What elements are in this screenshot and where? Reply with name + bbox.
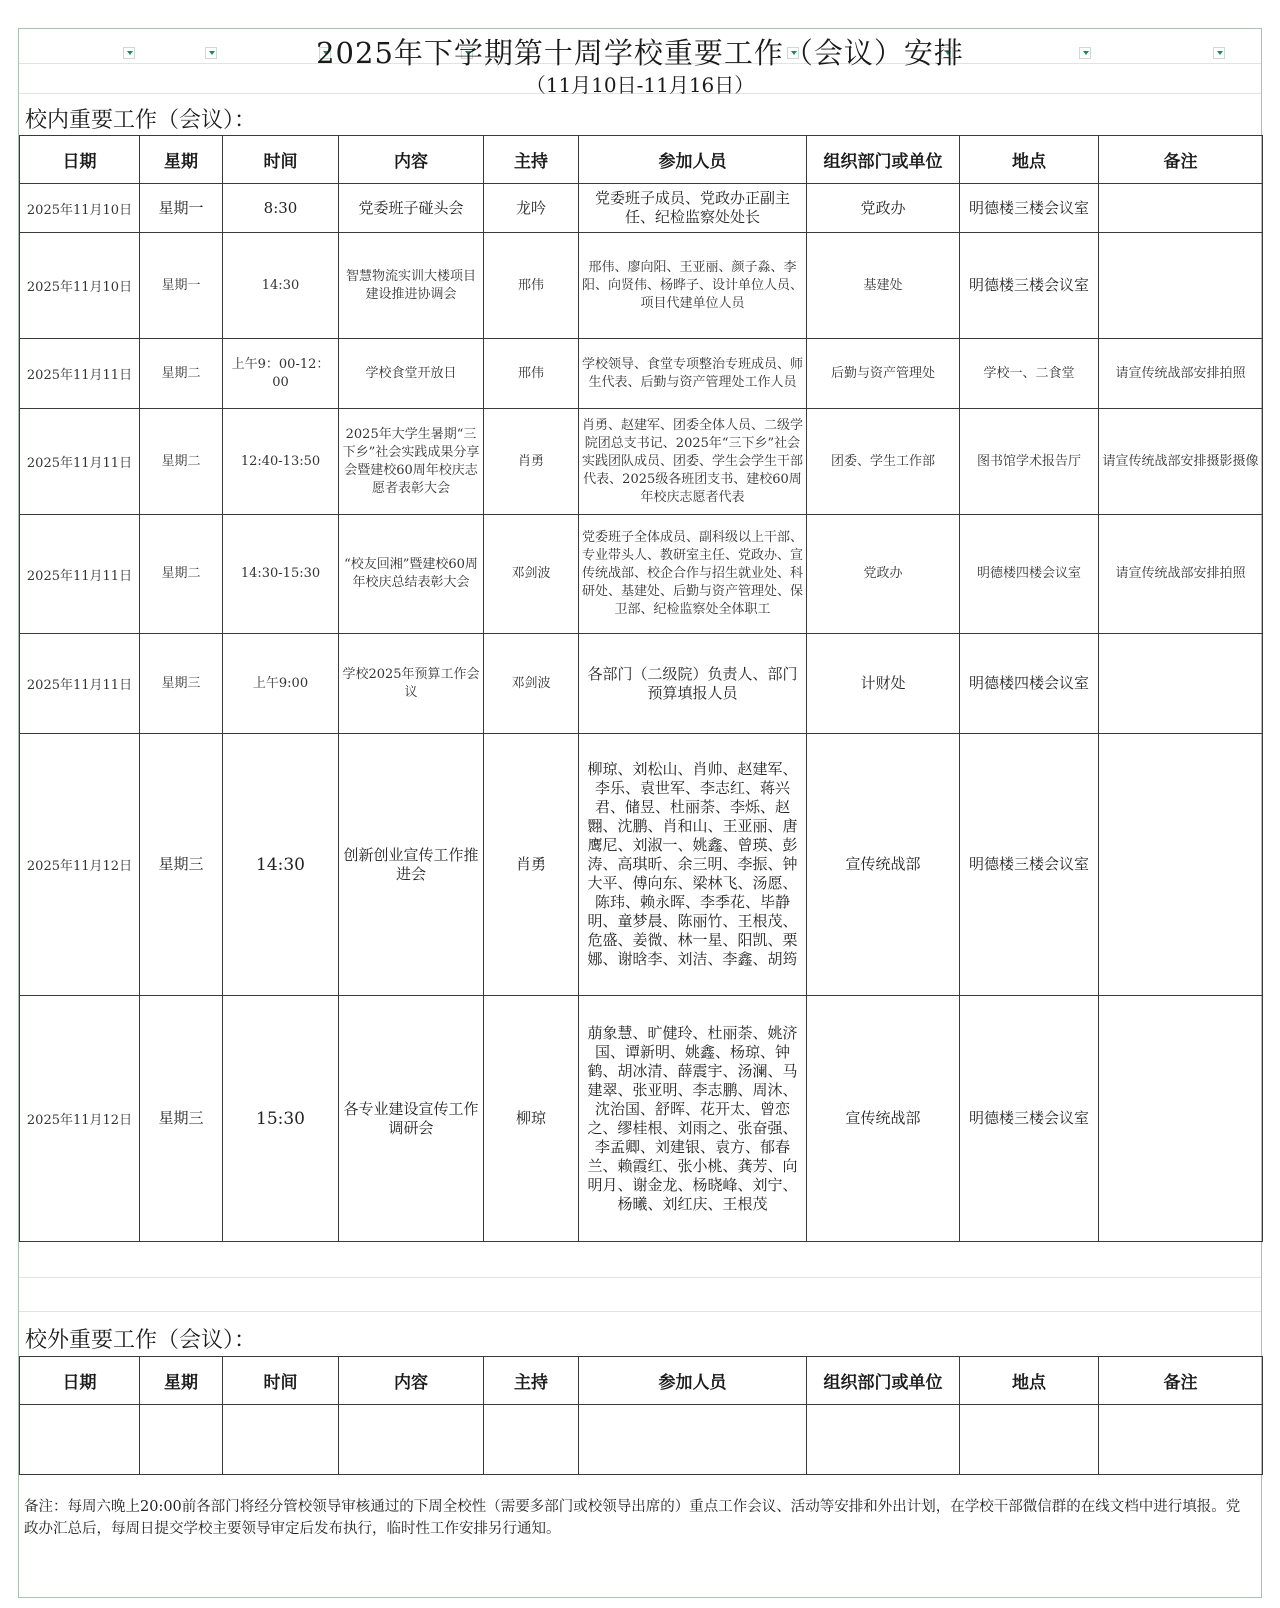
organizer-cell[interactable]: 计财处	[807, 634, 960, 734]
remark-cell[interactable]: 请宣传统战部安排拍照	[1099, 339, 1263, 409]
table-row	[20, 634, 1263, 734]
weekday-cell[interactable]: 星期三	[140, 634, 223, 734]
table-row	[20, 996, 1263, 1242]
organizer-cell[interactable]: 团委、学生工作部	[807, 409, 960, 515]
location-cell[interactable]: 明德楼三楼会议室	[960, 996, 1099, 1242]
attendees-cell[interactable]: 党委班子全体成员、副科级以上干部、专业带头人、教研室主任、党政办、宣传统战部、校企合作与招生就业处、科研处、基建处、后勤与资产管理处、保卫部、纪检监察处全体职工	[579, 515, 807, 634]
empty-cell[interactable]	[484, 1405, 579, 1475]
date-cell[interactable]: 2025年11月11日	[20, 339, 140, 409]
header-weekday[interactable]: 星期	[140, 136, 223, 184]
header-attendees[interactable]: 参加人员	[579, 136, 807, 184]
organizer-cell[interactable]: 宣传统战部	[807, 734, 960, 996]
time-cell[interactable]: 14:30	[223, 734, 339, 996]
weekday-cell[interactable]: 星期二	[140, 409, 223, 515]
content-cell[interactable]: 2025年大学生暑期“三下乡”社会实践成果分享会暨建校60周年校庆志愿者表彰大会	[339, 409, 484, 515]
weekday-cell[interactable]: 星期一	[140, 233, 223, 339]
table-row	[20, 734, 1263, 996]
table-row	[20, 515, 1263, 634]
page-title: 2025年下学期第十周学校重要工作（会议）安排	[316, 36, 964, 70]
external-section-label: 校外重要工作（会议）：	[25, 1328, 257, 1353]
attendees-cell[interactable]: 邢伟、廖向阳、王亚丽、颜子淼、李阳、向贤伟、杨晔子、设计单位人员、项目代建单位人员	[579, 233, 807, 339]
time-cell[interactable]: 上午9:00	[223, 634, 339, 734]
content-cell[interactable]: 党委班子碰头会	[339, 184, 484, 233]
location-cell[interactable]: 明德楼三楼会议室	[960, 233, 1099, 339]
header-attendees[interactable]: 参加人员	[579, 1357, 807, 1405]
content-cell[interactable]: 学校食堂开放日	[339, 339, 484, 409]
attendees-cell[interactable]: 萠象慧、旷健玲、杜丽荼、姚济国、谭新明、姚鑫、杨琼、钟鹤、胡冰清、薛震宇、汤澜、马建翠、张亚明、李志鹏、周沐、沈治国、舒晖、花开太、曾恋之、缪桂根、刘雨之、张奋强、李孟卿、刘建银、袁方、郁春兰、赖霞红、张小桃、龚芳、向明月、谢金龙、杨晓峰、刘宁、杨曦、刘红庆、王根茂	[579, 996, 807, 1242]
header-location[interactable]: 地点	[960, 136, 1099, 184]
spreadsheet-sheet[interactable]	[18, 28, 1262, 1598]
empty-cell[interactable]	[140, 1405, 223, 1475]
header-remark[interactable]: 备注	[1099, 136, 1263, 184]
date-cell[interactable]: 2025年11月11日	[20, 515, 140, 634]
header-time[interactable]: 时间	[223, 136, 339, 184]
time-cell[interactable]: 14:30-15:30	[223, 515, 339, 634]
time-cell[interactable]: 14:30	[223, 233, 339, 339]
remark-cell[interactable]: 请宣传统战部安排摄影摄像	[1099, 409, 1263, 515]
remark-cell[interactable]: 请宣传统战部安排拍照	[1099, 515, 1263, 634]
date-cell[interactable]: 2025年11月12日	[20, 996, 140, 1242]
time-cell[interactable]: 上午9：00-12：00	[223, 339, 339, 409]
empty-cell[interactable]	[960, 1405, 1099, 1475]
weekday-cell[interactable]: 星期一	[140, 184, 223, 233]
date-cell[interactable]: 2025年11月11日	[20, 409, 140, 515]
attendees-cell[interactable]: 柳琼、刘松山、肖帅、赵建军、李乐、袁世军、李志红、蒋兴君、储昱、杜丽荼、李烁、赵翾、沈鹏、肖和山、王亚丽、唐鹰尼、刘淑一、姚鑫、曾瑛、彭涛、高琪昕、余三明、李振、钟大平、傅向东、梁林飞、汤愿、陈玮、赖永晖、李季花、毕静明、童梦晨、陈丽竹、王根茂、危盛、姜微、林一星、阳凯、栗娜、谢晗李、刘洁、李鑫、胡筠	[579, 734, 807, 996]
external-schedule-table	[19, 1356, 1263, 1475]
host-cell[interactable]: 邓剑波	[484, 634, 579, 734]
header-time[interactable]: 时间	[223, 1357, 339, 1405]
date-cell[interactable]: 2025年11月10日	[20, 184, 140, 233]
time-cell[interactable]: 8:30	[223, 184, 339, 233]
gridline	[19, 1277, 1261, 1278]
empty-cell[interactable]	[223, 1405, 339, 1475]
content-cell[interactable]: 创新创业宣传工作推进会	[339, 734, 484, 996]
header-content[interactable]: 内容	[339, 1357, 484, 1405]
host-cell[interactable]: 邢伟	[484, 339, 579, 409]
table-row	[20, 1405, 1263, 1475]
location-cell[interactable]: 明德楼四楼会议室	[960, 634, 1099, 734]
table-header-row	[20, 136, 1263, 184]
location-cell[interactable]: 明德楼三楼会议室	[960, 734, 1099, 996]
table-header-row	[20, 1357, 1263, 1405]
header-host[interactable]: 主持	[484, 136, 579, 184]
header-date[interactable]: 日期	[20, 1357, 140, 1405]
date-range-subtitle: （11月10日-11月16日）	[525, 73, 755, 97]
organizer-cell[interactable]: 党政办	[807, 515, 960, 634]
location-cell[interactable]: 明德楼四楼会议室	[960, 515, 1099, 634]
remark-cell[interactable]	[1099, 996, 1263, 1242]
footnote: 备注：每周六晚上20:00前各部门将经分管校领导审核通过的下周全校性（需要多部门或校领导出席的）重点工作会议、活动等安排和外出计划，在学校干部微信群的在线文档中进行填报。党政办汇总后，每周日提交学校主要领导审定后发布执行，临时性工作安排另行通知。	[24, 1499, 1241, 1537]
table-row	[20, 339, 1263, 409]
location-cell[interactable]: 图书馆学术报告厅	[960, 409, 1099, 515]
location-cell[interactable]: 明德楼三楼会议室	[960, 184, 1099, 233]
remark-cell[interactable]	[1099, 734, 1263, 996]
header-remark[interactable]: 备注	[1099, 1357, 1263, 1405]
weekday-cell[interactable]: 星期三	[140, 996, 223, 1242]
empty-cell[interactable]	[1099, 1405, 1263, 1475]
table-row	[20, 409, 1263, 515]
attendees-cell[interactable]: 党委班子成员、党政办正副主任、纪检监察处处长	[579, 184, 807, 233]
organizer-cell[interactable]: 宣传统战部	[807, 996, 960, 1242]
attendees-cell[interactable]: 肖勇、赵建军、团委全体人员、二级学院团总支书记、2025年“三下乡”社会实践团队成员、团委、学生会学生干部代表、2025级各班团支书、建校60周年校庆志愿者代表	[579, 409, 807, 515]
remark-cell[interactable]	[1099, 184, 1263, 233]
weekday-cell[interactable]: 星期三	[140, 734, 223, 996]
weekday-cell[interactable]: 星期二	[140, 515, 223, 634]
content-cell[interactable]: “校友回湘”暨建校60周年校庆总结表彰大会	[339, 515, 484, 634]
host-cell[interactable]: 邢伟	[484, 233, 579, 339]
host-cell[interactable]: 柳琼	[484, 996, 579, 1242]
empty-cell[interactable]	[579, 1405, 807, 1475]
attendees-cell[interactable]: 学校领导、食堂专项整治专班成员、师生代表、后勤与资产管理处工作人员	[579, 339, 807, 409]
attendees-cell[interactable]: 各部门（二级院）负责人、部门预算填报人员	[579, 634, 807, 734]
time-cell[interactable]: 12:40-13:50	[223, 409, 339, 515]
empty-cell[interactable]	[20, 1405, 140, 1475]
header-location[interactable]: 地点	[960, 1357, 1099, 1405]
header-weekday[interactable]: 星期	[140, 1357, 223, 1405]
table-row	[20, 233, 1263, 339]
weekday-cell[interactable]: 星期二	[140, 339, 223, 409]
date-cell[interactable]: 2025年11月10日	[20, 233, 140, 339]
header-date[interactable]: 日期	[20, 136, 140, 184]
time-cell[interactable]: 15:30	[223, 996, 339, 1242]
organizer-cell[interactable]: 党政办	[807, 184, 960, 233]
remark-cell[interactable]	[1099, 233, 1263, 339]
header-organizer[interactable]: 组织部门或单位	[807, 136, 960, 184]
location-cell[interactable]: 学校一、二食堂	[960, 339, 1099, 409]
host-cell[interactable]: 邓剑波	[484, 515, 579, 634]
host-cell[interactable]: 龙吟	[484, 184, 579, 233]
internal-section-label: 校内重要工作（会议）：	[25, 108, 257, 133]
organizer-cell[interactable]: 基建处	[807, 233, 960, 339]
remark-cell[interactable]	[1099, 634, 1263, 734]
header-host[interactable]: 主持	[484, 1357, 579, 1405]
gridline	[19, 1311, 1261, 1312]
host-cell[interactable]: 肖勇	[484, 409, 579, 515]
empty-cell[interactable]	[339, 1405, 484, 1475]
host-cell[interactable]: 肖勇	[484, 734, 579, 996]
content-cell[interactable]: 各专业建设宣传工作调研会	[339, 996, 484, 1242]
header-organizer[interactable]: 组织部门或单位	[807, 1357, 960, 1405]
content-cell[interactable]: 学校2025年预算工作会议	[339, 634, 484, 734]
table-row	[20, 184, 1263, 233]
content-cell[interactable]: 智慧物流实训大楼项目建设推进协调会	[339, 233, 484, 339]
date-cell[interactable]: 2025年11月11日	[20, 634, 140, 734]
empty-cell[interactable]	[807, 1405, 960, 1475]
header-content[interactable]: 内容	[339, 136, 484, 184]
date-cell[interactable]: 2025年11月12日	[20, 734, 140, 996]
internal-schedule-table	[19, 135, 1263, 1242]
organizer-cell[interactable]: 后勤与资产管理处	[807, 339, 960, 409]
